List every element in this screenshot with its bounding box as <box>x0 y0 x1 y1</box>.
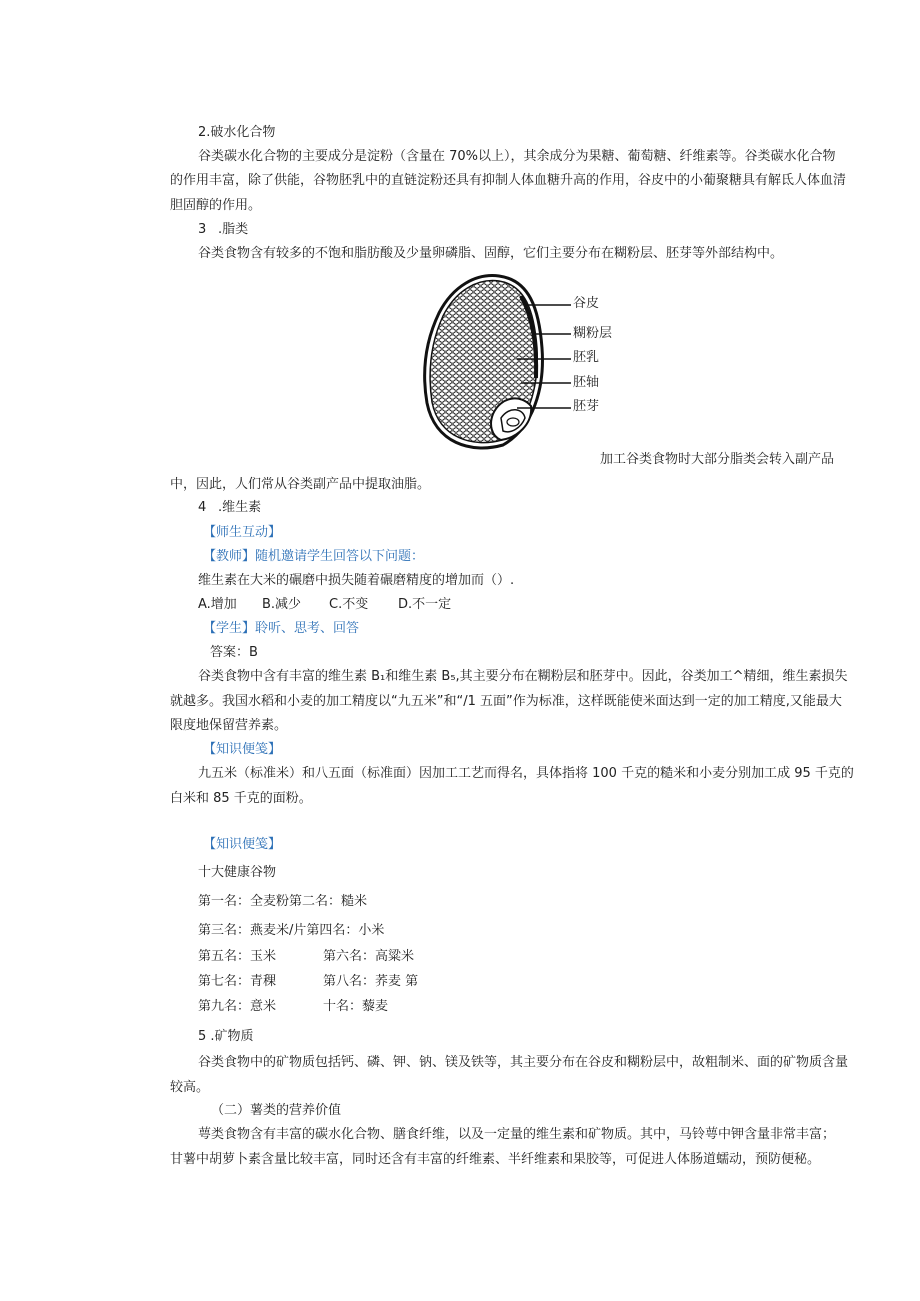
grains-rank-item: 第九名：意米 <box>198 999 277 1014</box>
knowledge-note-label: 【知识便笺】 <box>203 837 282 852</box>
minerals-paragraph-line: 谷类食物中的矿物质包括钙、磷、钾、钠、镁及铁等，其主要分布在谷皮和糊粉层中，故粗制米、面的矿物质含量 <box>198 1055 849 1070</box>
grains-rank-row: 第三名：燕麦米/片第四名：小米 <box>198 923 385 938</box>
figure-label-embryo-axis: 胚轴 <box>573 375 600 390</box>
interaction-label: 【师生互动】 <box>203 525 282 540</box>
fat-paragraph-line: 中，因此，人们常从谷类副产品中提取油脂。 <box>170 477 431 492</box>
option-c: C.不变 <box>329 597 369 612</box>
option-b: B.减少 <box>262 597 302 612</box>
knowledge-note-line: 九五米（标准米）和八五面（标准面）因加工工艺而得名，具体指将 100 千克的糙米和小麦分别加工成 95 千克的 <box>198 766 854 781</box>
grains-rank-row: 第一名：全麦粉第二名：糙米 <box>198 894 368 909</box>
fat-heading: .脂类 <box>218 222 249 237</box>
carbs-heading: 2.破水化合物 <box>198 125 276 140</box>
grains-title: 十大健康谷物 <box>198 865 277 880</box>
teacher-prompt: 【教师】随机邀请学生回答以下问题： <box>203 549 425 564</box>
vitamin-heading-number: 4 <box>198 500 207 515</box>
figure-label-bran: 谷皮 <box>573 296 600 311</box>
tubers-paragraph-line: 萼类食物含有丰富的碳水化合物、膳食纤维，以及一定量的维生素和矿物质。其中，马铃萼中钾含量非常丰富； <box>198 1127 836 1142</box>
carbs-paragraph-line: 谷类碳水化合物的主要成分是淀粉（含量在 70%以上），其余成分为果糖、葡萄糖、纤维素等。谷类碳水化合物 <box>198 149 836 164</box>
grains-rank-item: 十名：藜麦 <box>323 999 389 1014</box>
grains-rank-item: 第七名：青稞 <box>198 974 277 989</box>
figure-label-aleurone: 糊粉层 <box>573 326 613 341</box>
knowledge-note-line: 白米和 85 千克的面粉。 <box>170 791 312 806</box>
vitamin-heading: .维生素 <box>218 500 262 515</box>
option-a: A.增加 <box>198 597 237 612</box>
fat-paragraph-line: 加工谷类食物时大部分脂类会转入副产品 <box>600 452 835 467</box>
carbs-paragraph-line: 胆固醇的作用。 <box>170 198 262 213</box>
grain-cross-section-illustration <box>421 268 573 452</box>
knowledge-note-label: 【知识便笺】 <box>203 742 282 757</box>
fat-heading-number: 3 <box>198 222 207 237</box>
tubers-paragraph-line: 甘薯中胡萝卜素含量比较丰富，同时还含有丰富的纤维素、半纤维素和果胶等，可促进人体肠道蠕动，预防便秘。 <box>170 1152 821 1167</box>
question-text: 维生素在大米的碾磨中损失随着碾磨精度的增加而（）. <box>198 573 515 588</box>
carbs-paragraph-line: 的作用丰富，除了供能，谷物胚乳中的直链淀粉还具有抑制人体血糖升高的作用，谷皮中的小葡聚糖具有解氐人体血清 <box>170 173 847 188</box>
fat-paragraph-line: 谷类食物含有较多的不饱和脂肪酸及少量卵磷脂、固醇，它们主要分布在糊粉层、胚芽等外部结构中。 <box>198 246 784 261</box>
vitamin-paragraph-line: 限度地保留营养素。 <box>170 718 288 733</box>
minerals-paragraph-line: 较高。 <box>170 1080 210 1095</box>
answer-text: 答案：B <box>210 645 258 660</box>
grains-rank-item: 第六名：高粱米 <box>323 949 415 964</box>
tubers-heading: （二）薯类的营养价值 <box>211 1103 342 1118</box>
grain-structure-figure <box>421 268 573 452</box>
vitamin-paragraph-line: 就越多。我国水稻和小麦的加工精度以“九五米”和“/1 五面”作为标准，这样既能使米面达到一定的加工精度,又能最大 <box>170 694 842 709</box>
option-d: D.不一定 <box>398 597 452 612</box>
student-response-label: 【学生】聆听、思考、回答 <box>203 621 360 636</box>
grains-rank-item: 第五名：玉米 <box>198 949 277 964</box>
figure-label-germ: 胚芽 <box>573 399 600 414</box>
minerals-heading: 5 .矿物质 <box>198 1029 254 1044</box>
vitamin-paragraph-line: 谷类食物中含有丰富的维生素 B₁和维生素 B₅,其主要分布在糊粉层和胚芽中。因此，谷类加工^精细，维生素损失 <box>198 669 848 684</box>
figure-label-endosperm: 胚乳 <box>573 350 600 365</box>
grains-rank-item: 第八名：荞麦 第 <box>323 974 419 989</box>
